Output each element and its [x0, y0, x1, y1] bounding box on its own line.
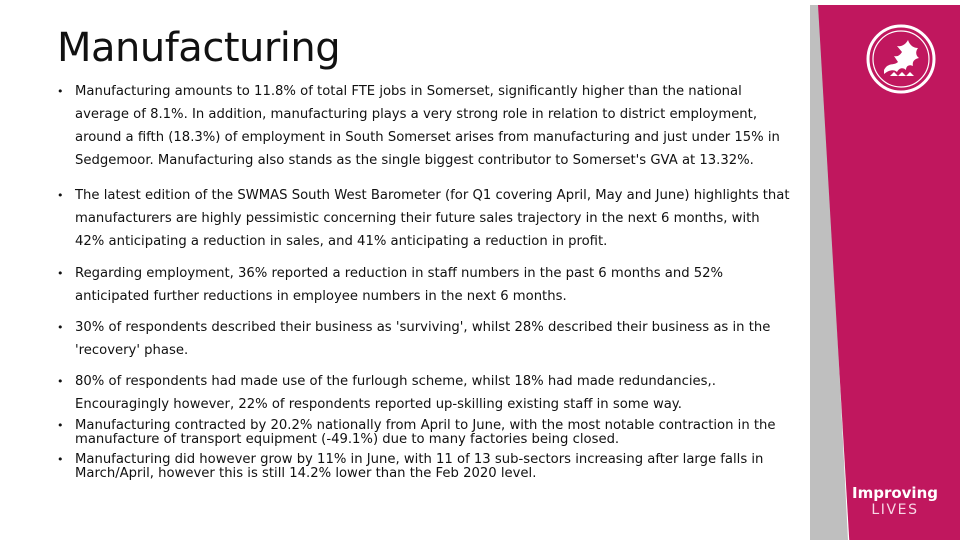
bullet-text: 80% of respondents had made use of the furlough scheme, whilst 18% had made redundancies,. Encouragingly however, 22% of respondents reported up-skilling existing staff in some way.	[75, 374, 716, 412]
bullet-item	[57, 184, 792, 253]
bullet-text: Manufacturing contracted by 20.2% nationally from April to June, with the most notable contraction in the manufacture of transport equipment (-49.1%) due to many factories being closed.	[75, 418, 776, 447]
bullet-list	[57, 80, 792, 480]
bullet-item	[57, 316, 792, 362]
bullet-item	[57, 453, 792, 480]
bullet-marker: •	[57, 419, 64, 432]
bullet-text: Regarding employment, 36% reported a reduction in staff numbers in the past 6 months and 52% anticipated further reductions in employee numbers in the next 6 months.	[75, 266, 724, 304]
dragon-crest-icon	[864, 22, 938, 96]
bullet-text: Manufacturing amounts to 11.8% of total FTE jobs in Somerset, significantly higher than the national average of 8.1%. In addition, manufacturing plays a very strong role in relation to district employment, around a fifth (18.3%) of employment in South Somerset arises from manufacturing and just under 15% in Sedgemoor. Manufacturing also stands as the single biggest contributor to Somerset's GVA at 13.32%.	[75, 84, 780, 168]
bullet-marker: •	[57, 375, 64, 388]
bullet-text: Manufacturing did however grow by 11% in June, with 11 of 13 sub-sectors increasing after large falls in March/April, however this is still 14.2% lower than the Feb 2020 level.	[75, 452, 764, 481]
bullet-marker: •	[57, 85, 64, 98]
bullet-item	[57, 80, 792, 172]
bullet-marker: •	[57, 267, 64, 280]
bullet-marker: •	[57, 189, 64, 202]
brand-line-2: LIVES	[871, 502, 919, 518]
bullet-marker: •	[57, 453, 64, 466]
bullet-text: 30% of respondents described their business as 'surviving', whilst 28% described their business as in the 'recovery' phase.	[75, 320, 771, 358]
bullet-text: The latest edition of the SWMAS South West Barometer (for Q1 covering April, May and June) highlights that manufacturers are highly pessimistic concerning their future sales trajectory in the next 6 months, with 42% anticipating a reduction in sales, and 41% anticipating a reduction in profit.	[75, 188, 790, 249]
bullet-item	[57, 262, 792, 308]
brand-line-1: Improving	[852, 484, 938, 502]
slide-title: Manufacturing	[57, 25, 341, 71]
bullet-item	[57, 419, 792, 446]
brand-wordmark	[850, 484, 940, 518]
bullet-item	[57, 370, 792, 416]
bullet-marker: •	[57, 321, 64, 334]
